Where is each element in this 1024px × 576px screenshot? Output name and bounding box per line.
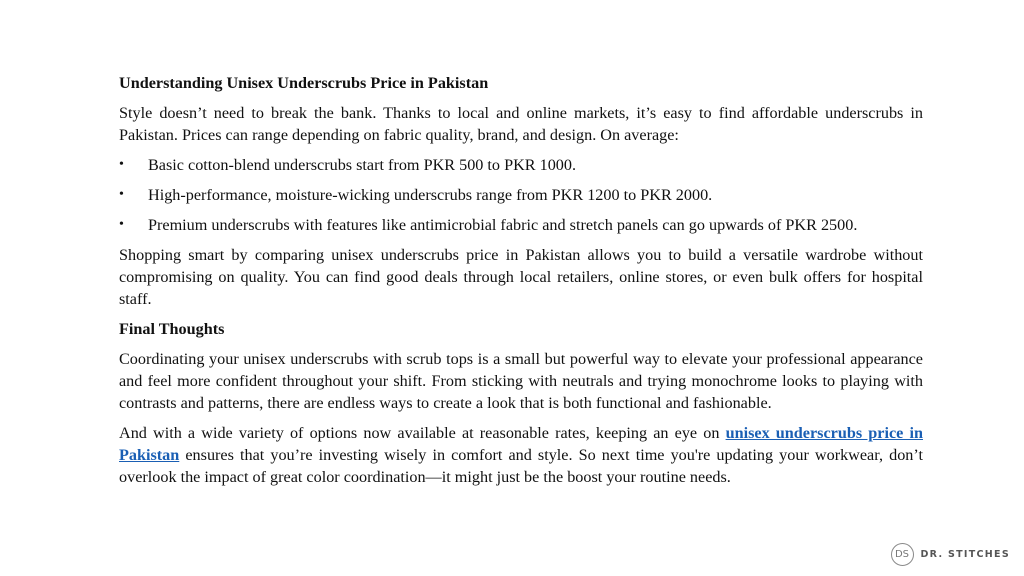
list-item [119, 184, 923, 206]
list-item-text: High-performance, moisture-wicking underscrubs range from PKR 1200 to PKR 2000. [148, 186, 713, 204]
intro-paragraph: Style doesn’t need to break the bank. Thanks to local and online markets, it’s easy to find affordable underscrubs in Pakistan. Prices can range depending on fabric quality, brand, and design. On average: [119, 104, 923, 144]
final-paragraph-2 [119, 422, 923, 488]
list-item [119, 154, 923, 176]
price-list [119, 154, 923, 236]
section-heading-price: Understanding Unisex Underscrubs Price in Pakistan [119, 74, 489, 92]
bullet-icon: • [119, 187, 124, 202]
closing-paragraph: Shopping smart by comparing unisex underscrubs price in Pakistan allows you to build a versatile wardrobe without compromising on quality. You can find good deals through local retailers, online stores, or even bulk offers for hospital staff. [119, 246, 923, 308]
paragraph-text-after-link: ensures that you’re investing wisely in comfort and style. So next time you're updating your workwear, don’t overlook the impact of great color coordination—it might just be the boost your routine needs. [119, 446, 923, 486]
bullet-icon: • [119, 157, 124, 172]
logo-text: DR. STITCHES [920, 549, 1010, 560]
list-item-text: Premium underscrubs with features like antimicrobial fabric and stretch panels can go upwards of PKR 2500. [148, 216, 858, 234]
list-item [119, 214, 923, 236]
final-paragraph-1: Coordinating your unisex underscrubs with scrub tops is a small but powerful way to elevate your professional appearance and feel more confident throughout your shift. From sticking with neutrals and trying monochrome looks to playing with contrasts and patterns, there are endless ways to create a look that is both functional and fashionable. [119, 350, 923, 412]
logo-mark-icon: DS [891, 543, 914, 566]
section-heading-final-thoughts: Final Thoughts [119, 320, 225, 338]
brand-logo [891, 543, 1011, 566]
list-item-text: Basic cotton-blend underscrubs start from PKR 500 to PKR 1000. [148, 156, 577, 174]
bullet-icon: • [119, 217, 124, 232]
document-body [119, 72, 923, 496]
paragraph-text-before-link: And with a wide variety of options now available at reasonable rates, keeping an eye on [119, 424, 726, 442]
unisex-underscrubs-price-link[interactable]: unisex underscrubs price in Pakistan [119, 424, 923, 464]
